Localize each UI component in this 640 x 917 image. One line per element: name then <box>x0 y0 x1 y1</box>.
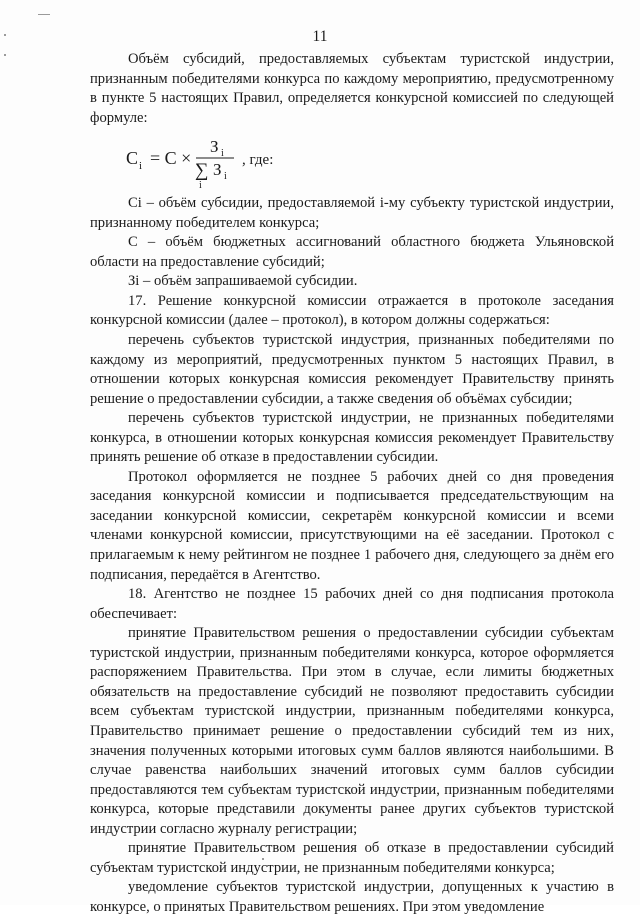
formula-lhs: C <box>126 148 139 169</box>
formula-sum-symbol: ∑ <box>195 160 209 182</box>
formula-sum-index: i <box>199 180 202 191</box>
scan-speck <box>38 14 50 15</box>
scan-speck <box>4 54 6 56</box>
paragraph-non-winners-list: перечень субъектов туристской индустрии, не признанных победителями конкурса, в отношении которых конкурсная комиссия рекомендует Правительству принять решение об отказе в предоставлении субсидии. <box>90 410 614 466</box>
paragraph-notification: уведомление субъектов туристской индустрии, допущенных к участию в конкурсе, о принятых Правительством решениях. При этом уведомление <box>90 879 614 915</box>
formula-suffix: , где: <box>242 152 274 169</box>
page-number: 11 <box>312 28 328 45</box>
paragraph-definition-c: С – объём бюджетных ассигнований областного бюджета Ульяновской области на предоставление субсидий; <box>90 234 614 270</box>
formula-lhs-sub: i <box>139 160 143 173</box>
document-body <box>90 50 614 917</box>
paragraph-government-decision: принятие Правительством решения о предоставлении субсидии субъектам туристской индустрии, признанным победителями конкурса, которое оформляется распоряжением Правительства. При этом в случае, если лимиты бюджетных обязательств на предоставление субсидий не позволяют предоставить субсидии всем субъектам туристской индустрии, признанным победителями конкурса, Правительство принимает решение о предоставлении субсидий тем из них, значения полученных которыми итоговых сумм баллов являются наибольшими. В случае равенства наибольших значений итоговых сумм баллов субсидии предоставляются тем субъектам туристской индустрии, признанным победителями конкурса, которые представили документы ранее других субъектов туристской индустрии согласно журналу регистрации; <box>90 625 614 837</box>
paragraph-refusal-decision: принятие Правительством решения об отказе в предоставлении субсидий субъектам туристской индустрии, не признанным победителями конкурса; <box>90 840 614 876</box>
formula-graphic <box>126 134 386 190</box>
formula-denominator-sub: i <box>224 171 227 183</box>
paragraph-protocol: Протокол оформляется не позднее 5 рабочих дней со дня проведения заседания конкурсной комиссии и подписывается председательствующим на заседании конкурсной комиссии, секретарём конкурсной комиссии и всеми членами конкурсной комиссии, присутствующими на её заседании. Протокол с прилагаемым к нему рейтингом не позднее 1 рабочего дня, следующего за днём его подписания, передаётся в Агентство. <box>90 468 614 583</box>
paragraph-intro: Объём субсидий, предоставляемых субъектам туристской индустрии, признанным победителями конкурса по каждому мероприятию, предусмотренному в пункте 5 настоящих Правил, определяется конкурсной комиссией по следующей формуле: <box>90 51 614 126</box>
subsidy-formula <box>126 134 614 190</box>
formula-equals-c: = C × <box>150 148 192 169</box>
formula-denominator: З <box>213 160 222 180</box>
paragraph-definition-zi: Зi – объём запрашиваемой субсидии. <box>128 273 358 290</box>
paragraph-winners-list: перечень субъектов туристской индустрия, признанных победителями по каждому из мероприятий, предусмотренных пунктом 5 настоящих Правил, в отношении которых конкурсная комиссия рекомендует Правительству принять решение о предоставлении субсидии, а также сведения об объёмах субсидии; <box>90 332 614 407</box>
paragraph-item-17: 17. Решение конкурсной комиссии отражается в протоколе заседания конкурсной комиссии (далее – протокол), в котором должны содержаться: <box>90 292 614 329</box>
formula-numerator: З <box>210 137 219 157</box>
formula-numerator-sub: i <box>221 148 224 160</box>
paragraph-definition-ci: Ci – объём субсидии, предоставляемой i-му субъекту туристской индустрии, признанному победителем конкурса; <box>90 195 614 231</box>
paragraph-item-18: 18. Агентство не позднее 15 рабочих дней со дня подписания протокола обеспечивает: <box>90 586 614 622</box>
